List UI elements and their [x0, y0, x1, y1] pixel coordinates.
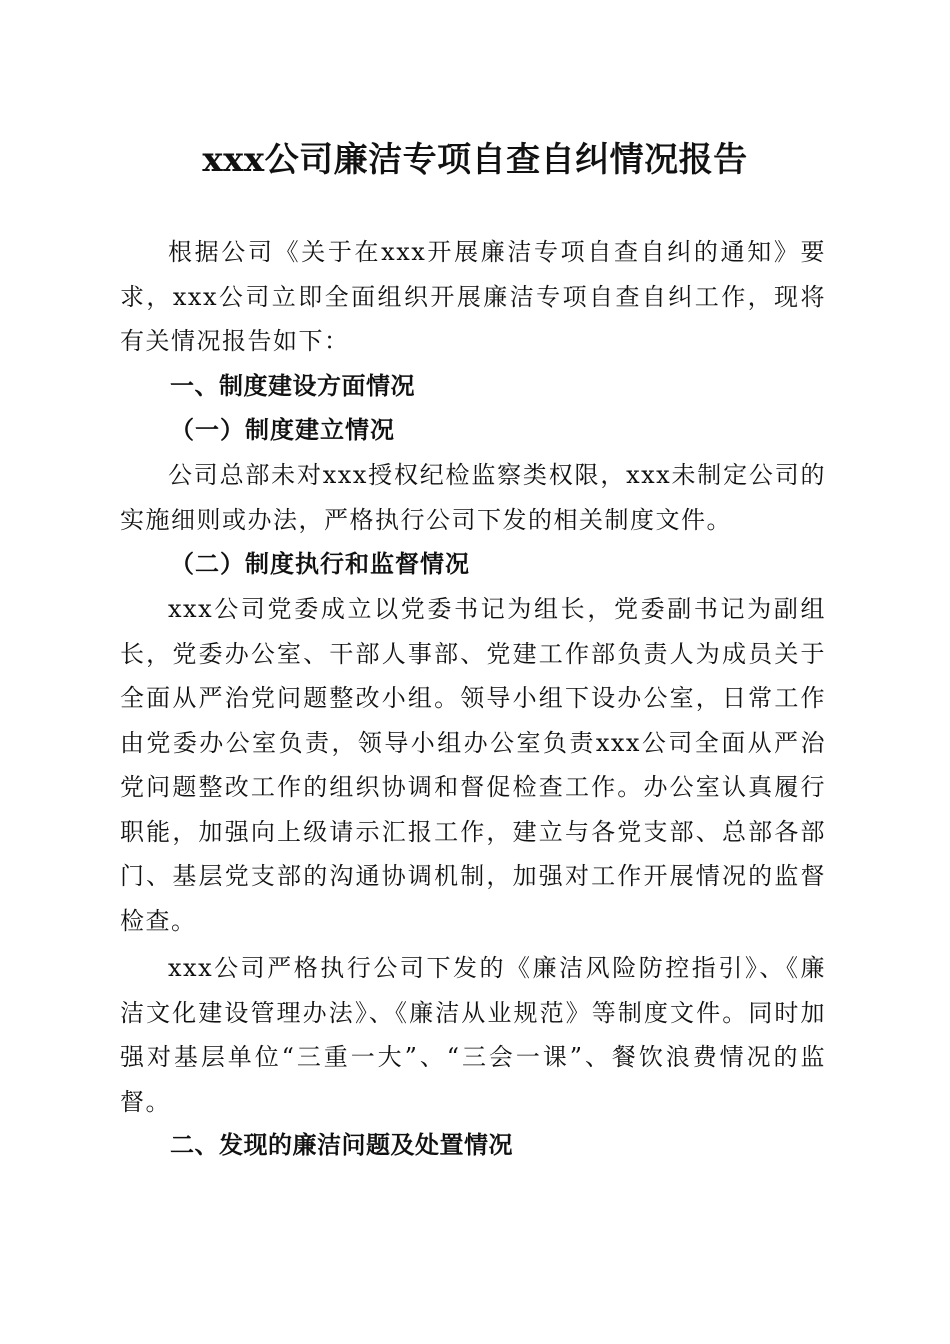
subsection-1-block: [120, 453, 826, 542]
subsection-1-paragraph: 公司总部未对xxx授权纪检监察类权限，xxx未制定公司的实施细则或办法，严格执行公司下发的相关制度文件。: [120, 461, 826, 534]
subsection-heading-1: （一）制度建立情况: [170, 415, 395, 444]
document-title: xxx公司廉洁专项自查自纠情况报告: [202, 140, 748, 180]
subsection-2-paragraph-2: xxx公司严格执行公司下发的《廉洁风险防控指引》、《廉洁文化建设管理办法》、《廉洁从业规范》等制度文件。同时加强对基层单位“三重一大”、“三会一课”、餐饮浪费情况的监督。: [120, 954, 826, 1116]
subsection-2-block-2: [120, 946, 826, 1124]
section-heading-2: 二、发现的廉洁问题及处置情况: [170, 1131, 513, 1159]
intro-paragraph: 根据公司《关于在xxx开展廉洁专项自查自纠的通知》要求，xxx公司立即全面组织开展廉洁专项自查自纠工作，现将有关情况报告如下：: [120, 238, 826, 355]
subsection-2-block-1: [120, 587, 826, 943]
section-heading-1: 一、制度建设方面情况: [170, 372, 415, 400]
subsection-heading-2: （二）制度执行和监督情况: [170, 549, 470, 578]
subsection-2-paragraph-1: xxx公司党委成立以党委书记为组长，党委副书记为副组长，党委办公室、干部人事部、党建工作部负责人为成员关于全面从严治党问题整改小组。领导小组下设办公室，日常工作由党委办公室负责，领导小组办公室负责xxx公司全面从严治党问题整改工作的组织协调和督促检查工作。办公室认真履行职能，加强向上级请示汇报工作，建立与各党支部、总部各部门、基层党支部的沟通协调机制，加强对工作开展情况的监督检查。: [120, 595, 826, 935]
intro-block: [120, 230, 826, 364]
